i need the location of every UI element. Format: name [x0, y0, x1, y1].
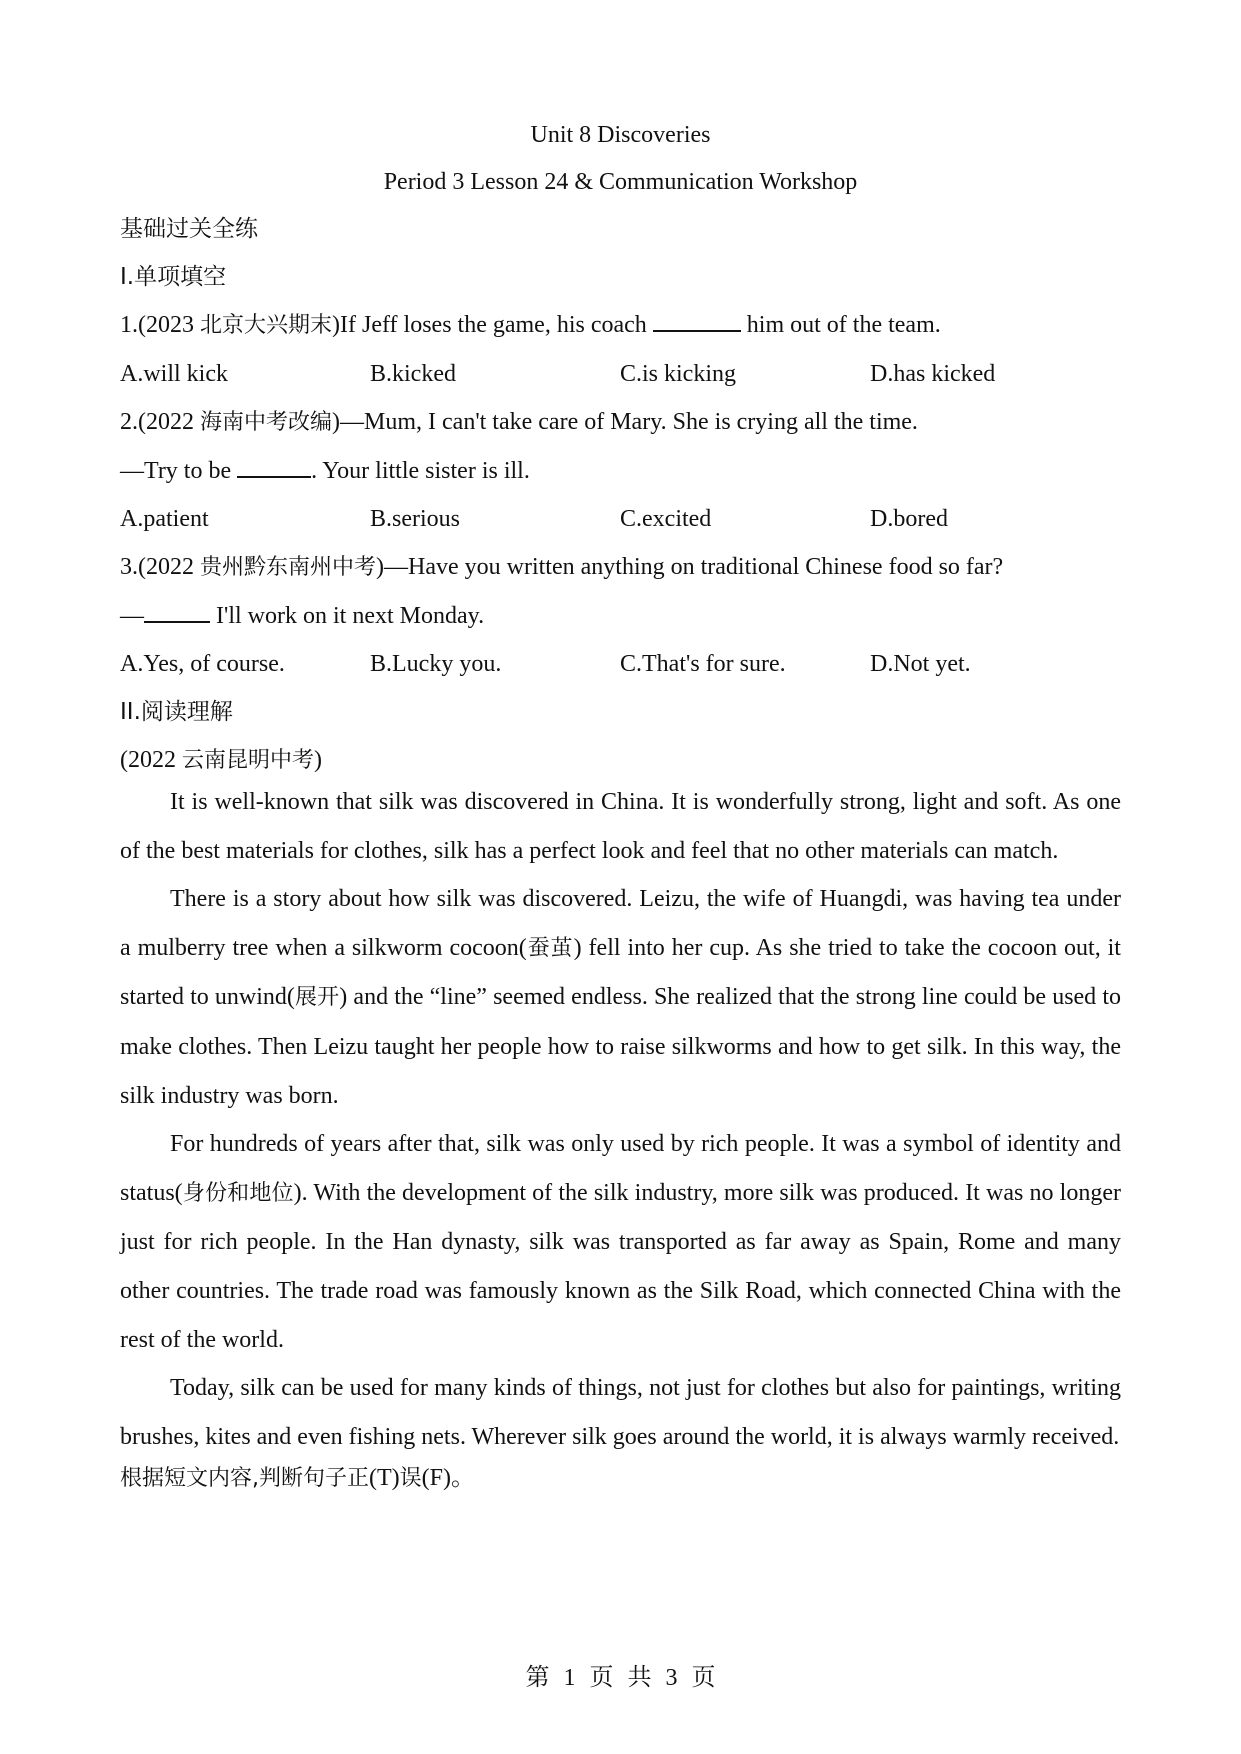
option-c: C.That's for sure.: [620, 651, 786, 677]
option-b: B.kicked: [370, 361, 456, 387]
question-2: 2.(2022 海南中考改编)—Mum, I can't take care of Mary. She is crying all the time.: [120, 409, 918, 435]
true-false-instruction: 根据短文内容,判断句子正(T)误(F)。: [120, 1465, 476, 1492]
passage-source: (2022 云南昆明中考): [120, 747, 323, 773]
question-3: 3.(2022 贵州黔东南州中考)—Have you written anything on traditional Chinese food so far?: [120, 554, 1004, 580]
period-subtitle: Period 3 Lesson 24 & Communication Workshop: [383, 169, 858, 195]
passage-paragraph-1: It is well-known that silk was discovered in China. It is wonderfully strong, light and soft. As one of the best materials for clothes, silk has a perfect look and feel that no other materials can match.: [120, 789, 1121, 864]
question-source: 北京大兴期末: [200, 313, 333, 338]
option-d: D.bored: [870, 506, 948, 532]
question-3-options: [120, 647, 1121, 681]
option-b: B.Lucky you.: [370, 651, 502, 677]
option-a: A.patient: [120, 506, 209, 532]
gloss: 展开: [294, 985, 340, 1011]
section-basic-heading: 基础过关全练: [120, 216, 258, 242]
passage-paragraph-4: Today, silk can be used for many kinds of things, not just for clothes but also for paintings, writing brushes, kites and even fishing nets. Wherever silk goes around the world, it is always warmly received.: [120, 1375, 1121, 1450]
question-2-response: —Try to be . Your little sister is ill.: [120, 454, 1121, 488]
gloss: 蚕茧: [526, 935, 574, 961]
passage-paragraph-3: For hundreds of years after that, silk was only used by rich people. It was a symbol of identity and status(身份和地位). With the development of the silk industry, more silk was produced. It was no longer just for rich people. In the Han dynasty, silk was transported as far away as Spain, Rome and many other countries. The trade road was famously known as the Silk Road, which connected China with the rest of the world.: [120, 1131, 1121, 1353]
question-source: 贵州黔东南州中考: [200, 555, 377, 580]
question-1-options: [120, 357, 1121, 391]
option-d: D.has kicked: [870, 361, 996, 387]
section2-heading: II.阅读理解: [120, 699, 233, 725]
question-source: 海南中考改编: [200, 410, 333, 435]
section1-heading: I.单项填空: [120, 264, 227, 290]
answer-blank: [144, 599, 210, 623]
gloss: 身份和地位: [182, 1180, 294, 1206]
question-3-response: — I'll work on it next Monday.: [120, 599, 1121, 633]
option-a: A.Yes, of course.: [120, 651, 285, 677]
page-number-footer: 第 1 页 共 3 页: [525, 1665, 716, 1691]
answer-blank: [653, 308, 741, 332]
question-2-options: [120, 502, 1121, 536]
option-c: C.is kicking: [620, 361, 737, 387]
option-a: A.will kick: [120, 361, 228, 387]
question-1: 1.(2023 北京大兴期末)If Jeff loses the game, his coach him out of the team.: [120, 308, 1121, 343]
option-c: C.excited: [620, 506, 712, 532]
answer-blank: [237, 454, 311, 478]
unit-title: Unit 8 Discoveries: [530, 122, 711, 148]
option-d: D.Not yet.: [870, 651, 971, 677]
passage-paragraph-2: There is a story about how silk was discovered. Leizu, the wife of Huangdi, was having tea under a mulberry tree when a silkworm cocoon(蚕茧) fell into her cup. As she tried to take the cocoon out, it started to unwind(展开) and the “line” seemed endless. She realized that the strong line could be used to make clothes. Then Leizu taught her people how to raise silkworms and how to get silk. In this way, the silk industry was born.: [120, 886, 1121, 1109]
option-b: B.serious: [370, 506, 460, 532]
